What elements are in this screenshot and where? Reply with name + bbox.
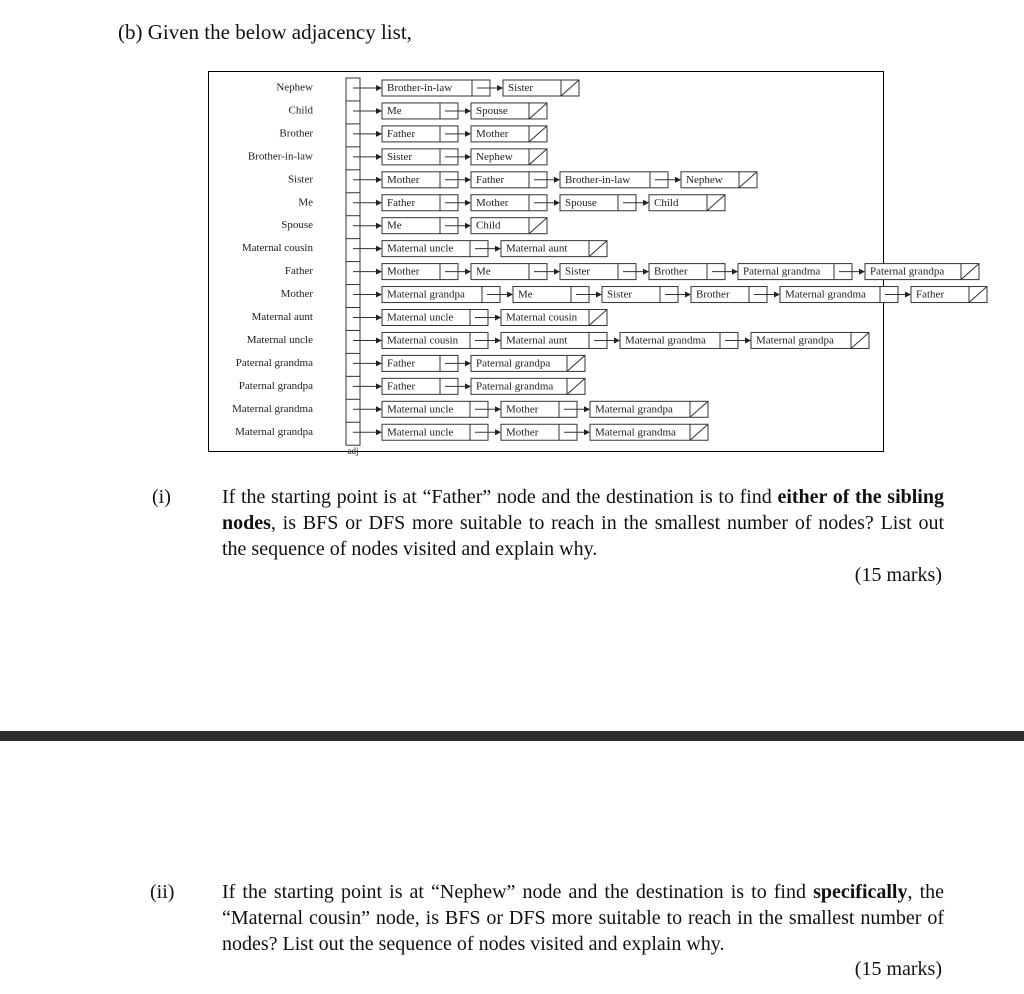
arrowhead	[465, 269, 471, 275]
arrowhead	[465, 177, 471, 183]
node-label: Maternal grandpa	[595, 403, 673, 416]
arrowhead	[495, 315, 501, 321]
arrowhead	[376, 429, 382, 435]
node-label: Sister	[387, 150, 413, 163]
node-label: Maternal uncle	[387, 426, 454, 439]
arrowhead	[465, 108, 471, 114]
question-1-number: (i)	[152, 486, 171, 508]
arrowhead	[643, 200, 649, 206]
node-label: Sister	[565, 265, 591, 278]
node-label: Mother	[280, 288, 313, 301]
node-label: Father	[387, 196, 416, 209]
node-label: Paternal grandpa	[476, 357, 551, 370]
node-label: Maternal grandma	[232, 402, 313, 415]
node-label: Sister	[287, 173, 313, 186]
node-label: Mother	[476, 196, 509, 209]
arrowhead	[596, 292, 602, 298]
node-label: Paternal grandma	[235, 356, 313, 369]
arrowhead	[465, 200, 471, 206]
arrowhead	[376, 200, 382, 206]
node-label: Paternal grandma	[743, 265, 821, 278]
node-label: Spouse	[281, 219, 313, 232]
arrowhead	[465, 154, 471, 160]
arrowhead	[685, 292, 691, 298]
node-label: Mother	[506, 426, 539, 439]
node-label: Maternal uncle	[387, 311, 454, 324]
arrowhead	[495, 429, 501, 435]
arrowhead	[507, 292, 513, 298]
arrowhead	[497, 85, 503, 91]
node-label: Brother	[696, 288, 730, 301]
node-label: Father	[916, 288, 945, 301]
page-divider	[0, 731, 1024, 741]
arrowhead	[584, 406, 590, 412]
arrowhead	[732, 269, 738, 275]
arrowhead	[465, 383, 471, 389]
node-label: Brother-in-law	[565, 173, 631, 186]
node-label: Child	[654, 196, 679, 209]
node-label: Father	[387, 380, 416, 393]
question-1-text: If the starting point is at “Father” node and the destination is to find either of the sibling nodes, is BFS or DFS more suitable to reach in the smallest number of nodes? List out the sequence of nodes visited and explain why.	[222, 486, 944, 560]
arrowhead	[465, 223, 471, 229]
arrowhead	[465, 360, 471, 366]
node-label: Maternal aunt	[506, 334, 568, 347]
arrowhead	[376, 108, 382, 114]
node-label: Maternal grandpa	[387, 288, 465, 301]
node-label: Paternal grandpa	[870, 265, 945, 278]
section-heading: (b) Given the below adjacency list,	[118, 20, 412, 44]
node-label: Sister	[508, 82, 534, 95]
node-label: Me	[476, 265, 491, 278]
node-label: Father	[387, 357, 416, 370]
arrowhead	[643, 269, 649, 275]
node-label: Spouse	[476, 104, 508, 117]
arrowhead	[554, 177, 560, 183]
node-label: Child	[288, 104, 313, 117]
node-label: Father	[284, 265, 313, 278]
arrowhead	[376, 269, 382, 275]
question-2-text: If the starting point is at “Nephew” node and the destination is to find specifically, the “Maternal cousin” node, is BFS or DFS more suitable to reach in the smallest number of nodes? List out the sequence of nodes visited and explain why.	[222, 881, 945, 955]
node-label: Father	[387, 127, 416, 140]
arrowhead	[495, 406, 501, 412]
node-label: Me	[387, 104, 402, 117]
arrowhead	[376, 337, 382, 343]
node-label: Brother	[654, 265, 688, 278]
node-label: Me	[518, 288, 533, 301]
arrowhead	[376, 154, 382, 160]
arrowhead	[376, 85, 382, 91]
arrowhead	[495, 337, 501, 343]
node-label: Mother	[476, 127, 509, 140]
node-label: Brother-in-law	[247, 150, 313, 163]
question-2-marks: (15 marks)	[854, 958, 942, 980]
node-label: Mother	[506, 403, 539, 416]
node-label: Maternal grandma	[625, 334, 706, 347]
adjacency-list-diagram	[209, 72, 945, 457]
arrowhead	[675, 177, 681, 183]
node-label: Maternal grandma	[785, 288, 866, 301]
node-label: Brother	[279, 127, 313, 140]
node-label: Maternal aunt	[251, 311, 313, 324]
arrowhead	[774, 292, 780, 298]
arrowhead	[554, 269, 560, 275]
node-label: Paternal grandpa	[238, 379, 313, 392]
question-2-number: (ii)	[150, 881, 175, 903]
arrowhead	[465, 131, 471, 137]
arrowhead	[859, 269, 865, 275]
arrowhead	[554, 200, 560, 206]
arrowhead	[376, 246, 382, 252]
adjacency-list-figure	[208, 71, 945, 457]
node-label: Paternal grandma	[476, 380, 554, 393]
node-label: Father	[476, 173, 505, 186]
arrowhead	[614, 337, 620, 343]
arrowhead	[495, 246, 501, 252]
node-label: Me	[387, 219, 402, 232]
node-label: Mother	[387, 173, 420, 186]
node-label: Brother-in-law	[387, 82, 453, 95]
node-label: Maternal grandpa	[756, 334, 834, 347]
node-label: Maternal aunt	[506, 242, 568, 255]
node-label: Me	[298, 196, 313, 209]
arrowhead	[376, 383, 382, 389]
arrowhead	[584, 429, 590, 435]
node-label: Maternal cousin	[506, 311, 578, 324]
node-label: Nephew	[686, 173, 723, 186]
node-label: Mother	[387, 265, 420, 278]
node-label: Maternal cousin	[241, 242, 313, 255]
arrowhead	[376, 360, 382, 366]
node-label: Maternal cousin	[387, 334, 459, 347]
node-label: Maternal uncle	[387, 242, 454, 255]
arrowhead	[376, 177, 382, 183]
node-label: Nephew	[276, 81, 313, 94]
arrowhead	[376, 131, 382, 137]
adj-array-label: adj	[347, 446, 359, 457]
arrowhead	[376, 292, 382, 298]
arrowhead	[376, 223, 382, 229]
node-label: Maternal uncle	[246, 333, 313, 346]
node-label: Maternal grandpa	[235, 425, 313, 438]
arrowhead	[376, 315, 382, 321]
node-label: Spouse	[565, 196, 597, 209]
question-1-marks: (15 marks)	[854, 564, 942, 586]
node-label: Nephew	[476, 150, 513, 163]
arrowhead	[745, 337, 751, 343]
node-label: Maternal uncle	[387, 403, 454, 416]
node-label: Sister	[607, 288, 633, 301]
node-label: Child	[476, 219, 501, 232]
node-label: Maternal grandma	[595, 426, 676, 439]
arrowhead	[905, 292, 911, 298]
arrowhead	[376, 406, 382, 412]
